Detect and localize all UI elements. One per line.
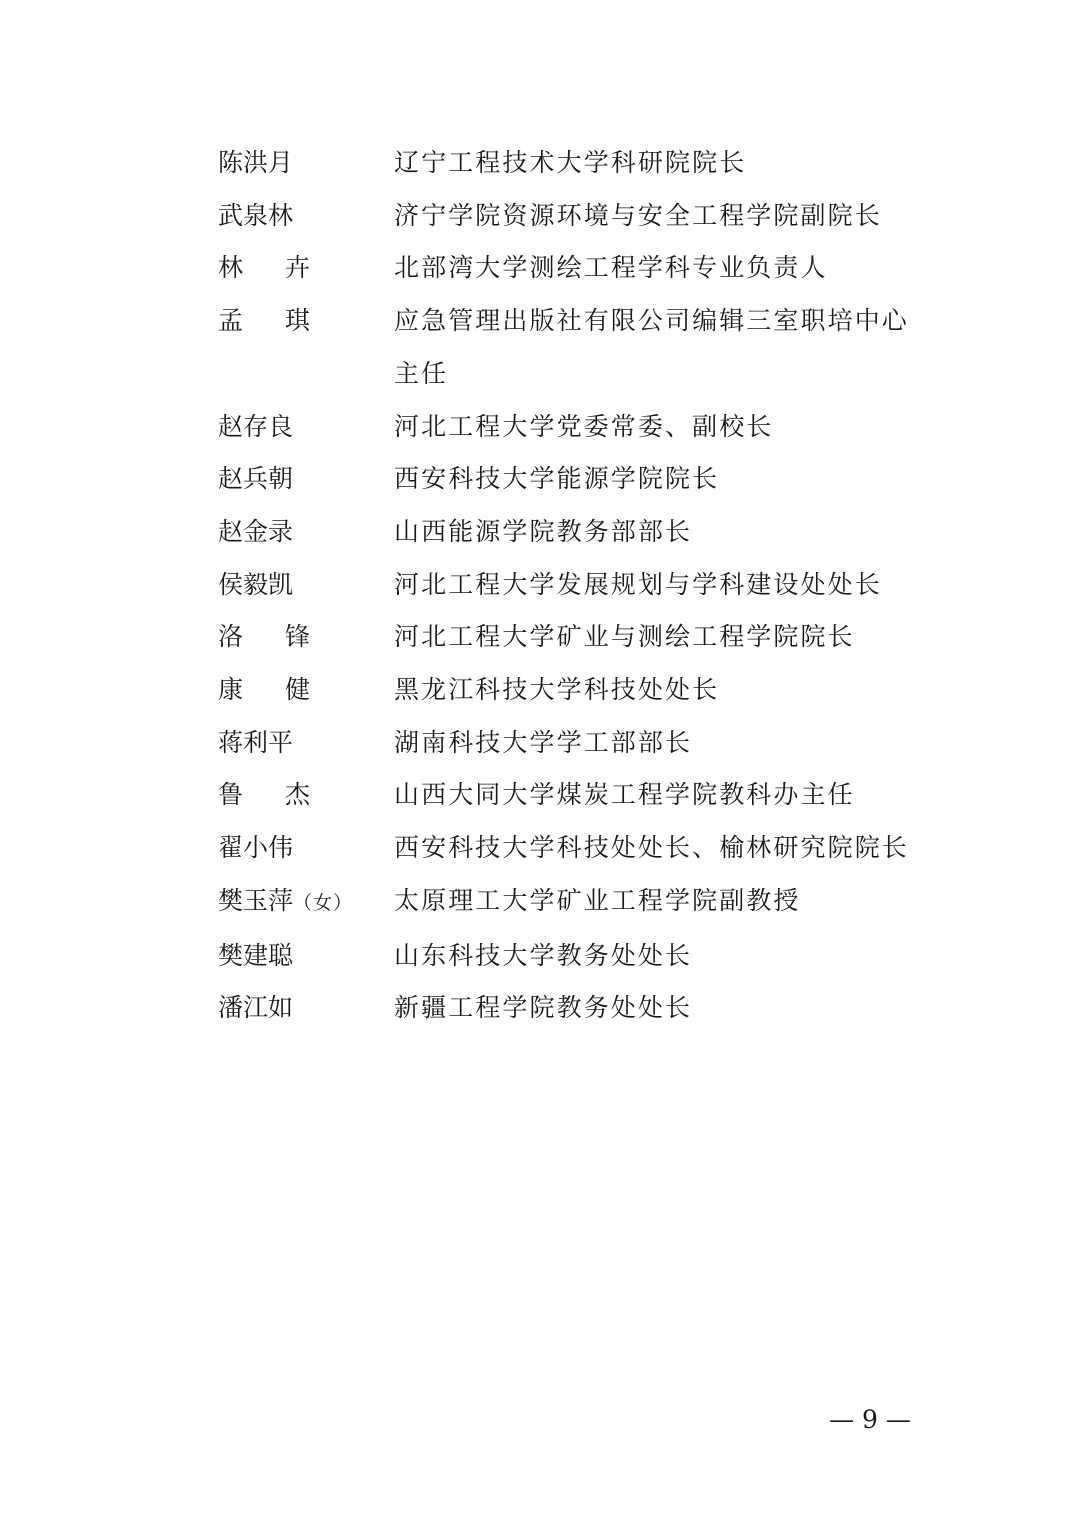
member-title: 西安科技大学科技处处长、榆林研究院院长 [394, 833, 909, 863]
member-title: 山西大同大学煤炭工程学院教科办主任 [394, 780, 855, 810]
list-item [218, 664, 938, 717]
member-title: 辽宁工程技术大学科研院院长 [394, 148, 747, 177]
list-item [218, 930, 938, 983]
member-name-first: 孟 [218, 306, 244, 336]
list-item [218, 769, 938, 822]
member-title: 济宁学院资源环境与安全工程学院副院长 [394, 200, 882, 230]
member-name-last: 卉 [285, 253, 311, 283]
member-title: 新疆工程学院教务处处长 [394, 993, 693, 1023]
member-title-line-1: 应急管理出版社有限公司编辑三室职培中心 [394, 306, 909, 336]
member-name-last: 琪 [285, 306, 311, 336]
member-name-first: 鲁 [218, 780, 244, 810]
list-item [218, 982, 938, 1035]
list-item [218, 506, 938, 559]
member-title: 黑龙江科技大学科技处处长 [394, 675, 720, 705]
list-item [218, 559, 938, 612]
member-name [218, 664, 394, 717]
member-name [218, 295, 394, 348]
member-title: 河北工程大学发展规划与学科建设处处长 [394, 569, 882, 599]
member-name: 武泉林 [218, 200, 294, 230]
member-name: 赵兵朝 [218, 464, 294, 494]
member-name: 蒋利平 [218, 727, 294, 757]
member-name: 翟小伟 [218, 833, 294, 863]
member-name-first: 洛 [218, 622, 244, 652]
member-name [218, 611, 394, 664]
list-item [218, 242, 938, 295]
member-list [218, 137, 938, 1035]
list-item [218, 137, 938, 190]
member-name: 陈洪月 [218, 148, 294, 177]
member-title: 北部湾大学测绘工程学科专业负责人 [394, 253, 828, 283]
member-title: 河北工程大学矿业与测绘工程学院院长 [394, 622, 855, 652]
member-name [218, 875, 394, 930]
list-item [218, 190, 938, 243]
member-name: 赵存良 [218, 411, 294, 441]
member-name-last: 杰 [285, 780, 311, 810]
member-title: 西安科技大学能源学院院长 [394, 464, 720, 494]
list-item [218, 822, 938, 875]
member-title: 山东科技大学教务处处长 [394, 940, 693, 970]
list-item [218, 453, 938, 506]
member-name: 赵金录 [218, 516, 294, 546]
member-name-text: 樊玉萍 [218, 885, 294, 915]
member-name-first: 林 [218, 253, 244, 283]
member-name: 潘江如 [218, 993, 294, 1023]
member-title-line-2: 主任 [394, 358, 449, 388]
member-name-first: 康 [218, 675, 244, 705]
member-title: 湖南科技大学学工部部长 [394, 727, 693, 757]
member-title: 河北工程大学党委常委、副校长 [394, 411, 774, 441]
member-name [218, 769, 394, 822]
member-title [394, 295, 938, 400]
member-name-last: 健 [285, 675, 311, 705]
member-name [218, 242, 394, 295]
member-name: 侯毅凯 [218, 569, 294, 599]
member-name-last: 锋 [285, 622, 311, 652]
list-item [218, 295, 938, 400]
list-item [218, 401, 938, 454]
member-name-note: （女） [293, 891, 354, 914]
page-number: — 9 — [829, 1405, 911, 1434]
member-title: 山西能源学院教务部部长 [394, 516, 693, 546]
member-name: 樊建聪 [218, 940, 294, 970]
list-item [218, 875, 938, 930]
member-title: 太原理工大学矿业工程学院副教授 [394, 885, 801, 915]
list-item [218, 717, 938, 770]
list-item [218, 611, 938, 664]
